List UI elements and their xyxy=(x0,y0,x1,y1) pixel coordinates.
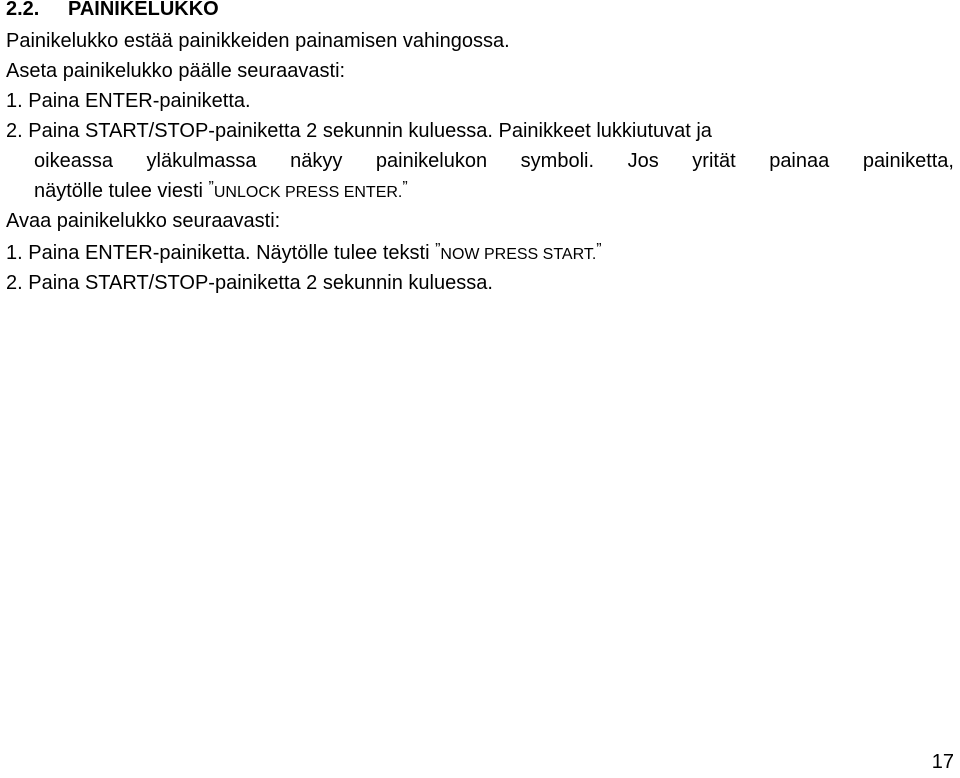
page-number: 17 xyxy=(931,751,954,773)
unlock-step-1 xyxy=(6,240,602,268)
lock-step-2-line-3-text: näytölle tulee viesti xyxy=(34,180,209,202)
unlock-instructions-heading: Avaa painikelukko seuraavasti: xyxy=(6,210,281,232)
lock-step-2-line-3 xyxy=(34,178,408,206)
section-heading xyxy=(6,0,219,22)
lock-step-2-line-2: oikeassa yläkulmassa näkyy painikelukon symboli. Jos yrität painaa painiketta, xyxy=(34,150,954,172)
unlock-step-2: 2. Paina START/STOP-painiketta 2 sekunnin kuluessa. xyxy=(6,272,493,294)
lock-instructions-heading: Aseta painikelukko päälle seuraavasti: xyxy=(6,60,346,82)
unlock-press-enter-message: UNLOCK PRESS ENTER. xyxy=(213,184,403,201)
close-quote: ” xyxy=(596,241,602,258)
unlock-step-1-text: 1. Paina ENTER-painiketta. Näytölle tulee teksti xyxy=(6,242,436,264)
open-quote: ” xyxy=(208,179,214,196)
section-number: 2.2. xyxy=(6,0,40,20)
lock-step-2-line-1: 2. Paina START/STOP-painiketta 2 sekunnin kuluessa. Painikkeet lukkiutuvat ja xyxy=(6,120,712,142)
open-quote: ” xyxy=(435,241,441,258)
close-quote: ” xyxy=(402,179,408,196)
lock-step-1: 1. Paina ENTER-painiketta. xyxy=(6,90,251,112)
section-title: PAINIKELUKKO xyxy=(68,0,219,20)
intro-text: Painikelukko estää painikkeiden painamisen vahingossa. xyxy=(6,30,510,52)
now-press-start-message: NOW PRESS START. xyxy=(440,246,597,263)
